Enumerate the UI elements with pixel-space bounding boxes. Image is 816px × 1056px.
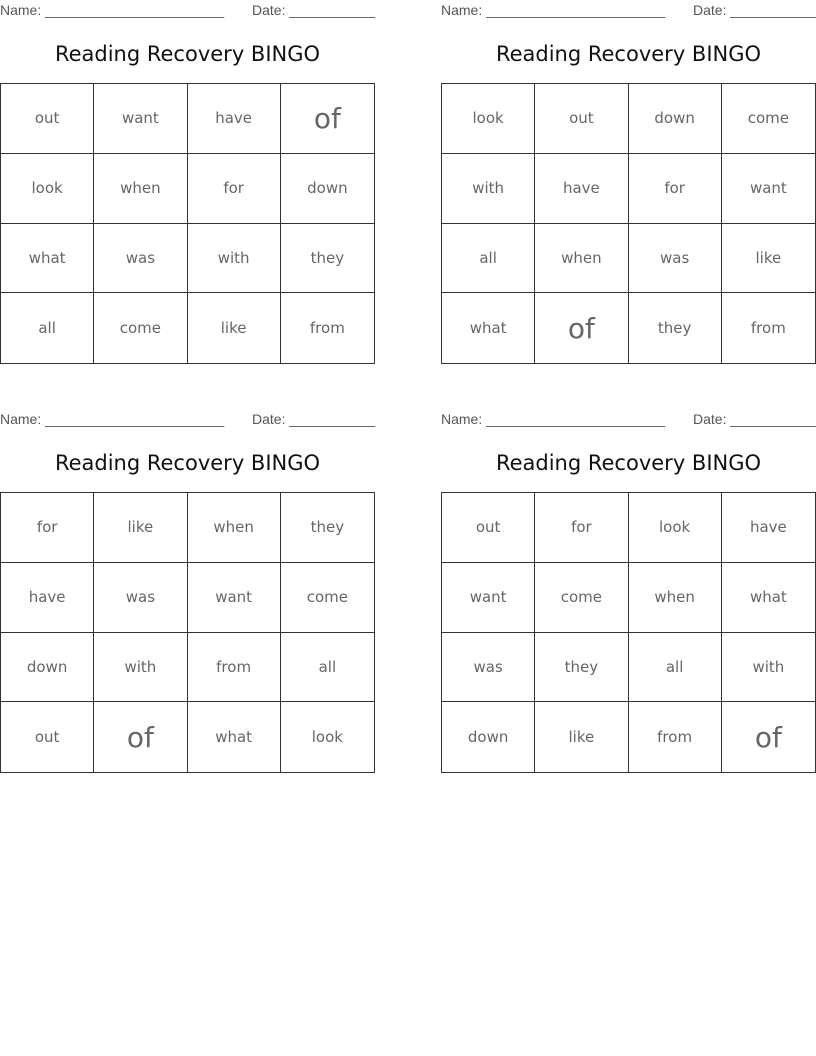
card-title: Reading Recovery BINGO [495, 42, 762, 66]
bingo-cell: have [722, 493, 815, 563]
name-field-label: Name: _______________________ [0, 411, 225, 427]
bingo-cell: for [188, 154, 281, 224]
bingo-card-3 [0, 409, 375, 779]
bingo-cell: from [309, 319, 345, 338]
bingo-cell: come [722, 84, 815, 154]
bingo-cell: with [94, 633, 187, 703]
bingo-grid [441, 83, 816, 364]
bingo-cell: what [188, 702, 281, 772]
bingo-cell: have [1, 563, 94, 633]
bingo-cell: for [629, 154, 722, 224]
bingo-cell: look [311, 728, 343, 747]
bingo-cell: have [535, 154, 628, 224]
bingo-cell: they [535, 633, 628, 703]
bingo-grid [441, 492, 816, 773]
bingo-cell: what [1, 224, 94, 294]
bingo-cell: all [281, 633, 374, 703]
bingo-cell: was [94, 224, 187, 294]
bingo-cell: want [94, 84, 187, 154]
date-field-label: Date: ___________ [252, 411, 375, 427]
bingo-cell: was [442, 633, 535, 703]
bingo-card-1 [0, 0, 375, 370]
bingo-cell: come [535, 563, 628, 633]
bingo-cell: when [188, 493, 281, 563]
bingo-cell: out [1, 84, 94, 154]
bingo-cell: like [535, 702, 628, 772]
bingo-cell: look [629, 493, 722, 563]
bingo-cell: of [535, 293, 628, 363]
bingo-cell: come [94, 293, 187, 363]
bingo-cell: come [281, 563, 374, 633]
bingo-cell: look [442, 84, 535, 154]
card-title: Reading Recovery BINGO [54, 42, 321, 66]
bingo-cell: of [94, 702, 187, 772]
bingo-cell: of [754, 720, 782, 754]
bingo-cell: out [442, 493, 535, 563]
name-field-label: Name: _______________________ [441, 2, 666, 18]
bingo-cell: they [281, 224, 374, 294]
bingo-cell: from [750, 319, 786, 338]
bingo-card-2 [441, 0, 816, 370]
bingo-cell: out [535, 84, 628, 154]
bingo-cell: with [722, 633, 815, 703]
bingo-cell: down [281, 154, 374, 224]
bingo-cell: for [535, 493, 628, 563]
bingo-cell: all [442, 224, 535, 294]
bingo-cell: like [722, 224, 815, 294]
date-field-label: Date: ___________ [693, 2, 816, 18]
card-title: Reading Recovery BINGO [54, 451, 321, 475]
date-field-label: Date: ___________ [252, 2, 375, 18]
bingo-cell: look [1, 154, 94, 224]
bingo-cell: when [535, 224, 628, 294]
bingo-cell: want [442, 563, 535, 633]
bingo-cell: out [1, 702, 94, 772]
bingo-cell: want [188, 563, 281, 633]
name-field-label: Name: _______________________ [0, 2, 225, 18]
bingo-cell: was [629, 224, 722, 294]
bingo-cell: of [281, 84, 374, 154]
bingo-cell: when [629, 563, 722, 633]
bingo-cell: with [442, 154, 535, 224]
bingo-cell: what [722, 563, 815, 633]
bingo-cell: they [629, 293, 722, 363]
bingo-cell: down [629, 84, 722, 154]
bingo-cell: down [442, 702, 535, 772]
name-field-label: Name: _______________________ [441, 411, 666, 427]
bingo-cell: for [1, 493, 94, 563]
bingo-cell: down [1, 633, 94, 703]
bingo-card-4 [441, 409, 816, 779]
bingo-cell: what [442, 293, 535, 363]
bingo-cell: all [1, 293, 94, 363]
bingo-cell: from [188, 633, 281, 703]
date-field-label: Date: ___________ [693, 411, 816, 427]
bingo-cell: like [94, 493, 187, 563]
bingo-cell: they [281, 493, 374, 563]
bingo-cell: with [188, 224, 281, 294]
bingo-cell: was [94, 563, 187, 633]
bingo-cell: like [188, 293, 281, 363]
bingo-cell: all [629, 633, 722, 703]
card-title: Reading Recovery BINGO [495, 451, 762, 475]
bingo-cell: when [94, 154, 187, 224]
bingo-grid [0, 492, 375, 773]
bingo-cell: want [722, 154, 815, 224]
bingo-cell: from [629, 702, 722, 772]
bingo-cell: have [188, 84, 281, 154]
bingo-grid [0, 83, 375, 364]
